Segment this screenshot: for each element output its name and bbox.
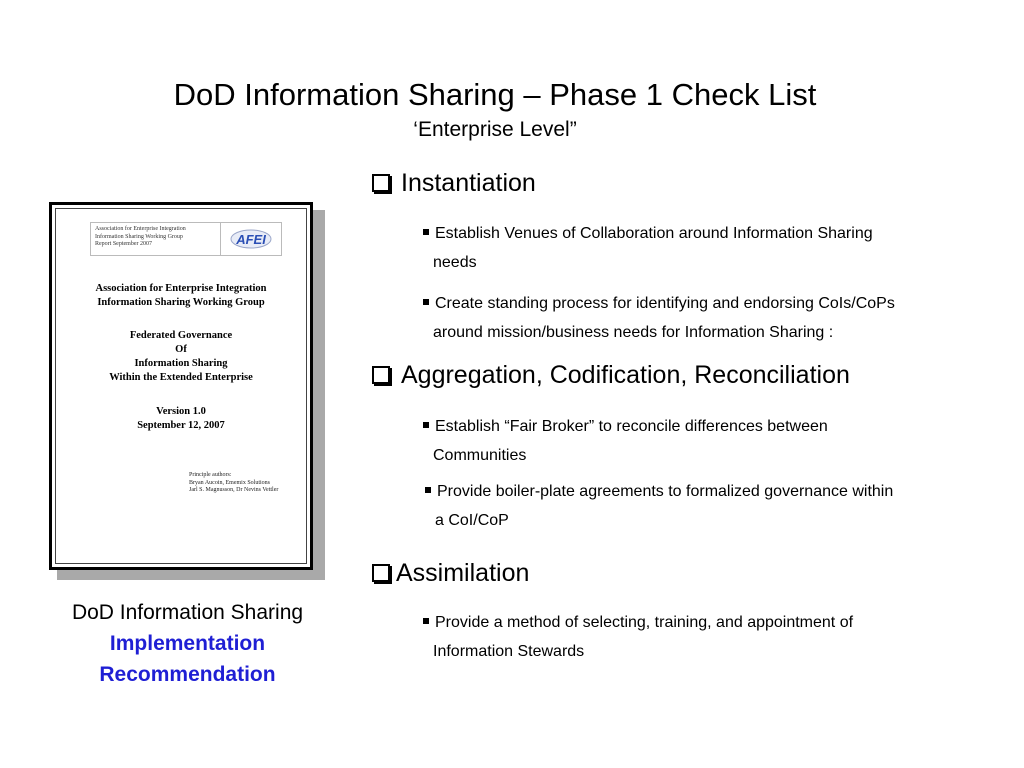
bullet-item (423, 289, 895, 347)
section-instantiation (372, 168, 536, 198)
org-line: Information Sharing Working Group (97, 297, 265, 308)
caption-highlight: Recommendation (99, 663, 276, 686)
bullet-text: Establish Venues of Collaboration around Information Sharing (435, 225, 873, 242)
bullet-item (425, 477, 893, 535)
section-aggregation (372, 360, 850, 390)
header-line: Report September 2007 (95, 241, 152, 247)
square-bullet-icon (423, 229, 429, 235)
bullet-text: Create standing process for identifying and endorsing CoIs/CoPs (435, 295, 895, 312)
section-heading: Instantiation (401, 169, 536, 197)
subject-line: Within the Extended Enterprise (109, 372, 253, 383)
document-thumbnail (49, 202, 313, 570)
slide-subtitle: ‘Enterprise Level” (413, 118, 577, 141)
header-line: Association for Enterprise Integration (95, 226, 186, 232)
caption-line: DoD Information Sharing (71, 601, 304, 624)
afei-logo-icon (229, 228, 273, 250)
caption-highlight: Implementation (109, 632, 266, 655)
subject-line: Information Sharing (134, 358, 228, 369)
document-page (55, 208, 307, 564)
document-version (56, 405, 306, 433)
subject-line: Of (175, 344, 187, 355)
document-org (56, 282, 306, 310)
bullet-text: Communities (433, 447, 527, 464)
bullet-item (423, 219, 873, 277)
bullet-item (423, 412, 828, 470)
author-line: Principle authors: (189, 472, 232, 478)
square-bullet-icon (425, 487, 431, 493)
square-bullet-icon (423, 618, 429, 624)
section-assimilation (372, 558, 529, 588)
author-line: Bryan Aucoin, Ememix Solutions (189, 479, 270, 486)
document-header (90, 222, 282, 256)
bullet-text: Provide a method of selecting, training, and appointment of (435, 614, 854, 631)
svg-text:AFEI: AFEI (236, 232, 266, 247)
section-heading: Assimilation (396, 559, 530, 587)
document-subject (56, 329, 306, 385)
document-caption (30, 597, 345, 690)
document-header-text (95, 226, 215, 249)
afei-logo (220, 223, 281, 255)
date-line: September 12, 2007 (137, 420, 225, 431)
bullet-item (423, 608, 853, 666)
checkbox-icon (372, 174, 390, 192)
bullet-text: needs (433, 254, 477, 271)
checkbox-icon (372, 366, 390, 384)
slide-title: DoD Information Sharing – Phase 1 Check List (173, 77, 817, 112)
subject-line: Federated Governance (129, 330, 233, 341)
author-line: Jarl S. Magnusson, Dr Nevins Vettler (189, 487, 279, 493)
org-line: Association for Enterprise Integration (95, 283, 267, 294)
square-bullet-icon (423, 299, 429, 305)
version-line: Version 1.0 (156, 406, 206, 417)
bullet-text: Information Stewards (433, 643, 585, 660)
square-bullet-icon (423, 422, 429, 428)
bullet-text: Provide boiler-plate agreements to formalized governance within (437, 483, 894, 500)
section-heading: Aggregation, Codification, Reconciliation (401, 361, 850, 389)
header-line: Information Sharing Working Group (95, 233, 183, 240)
bullet-text: around mission/business needs for Information Sharing : (433, 324, 834, 341)
document-authors (189, 472, 278, 495)
checkbox-icon (372, 564, 390, 582)
bullet-text: Establish “Fair Broker” to reconcile differences between (435, 418, 828, 435)
bullet-text: a CoI/CoP (435, 512, 509, 529)
